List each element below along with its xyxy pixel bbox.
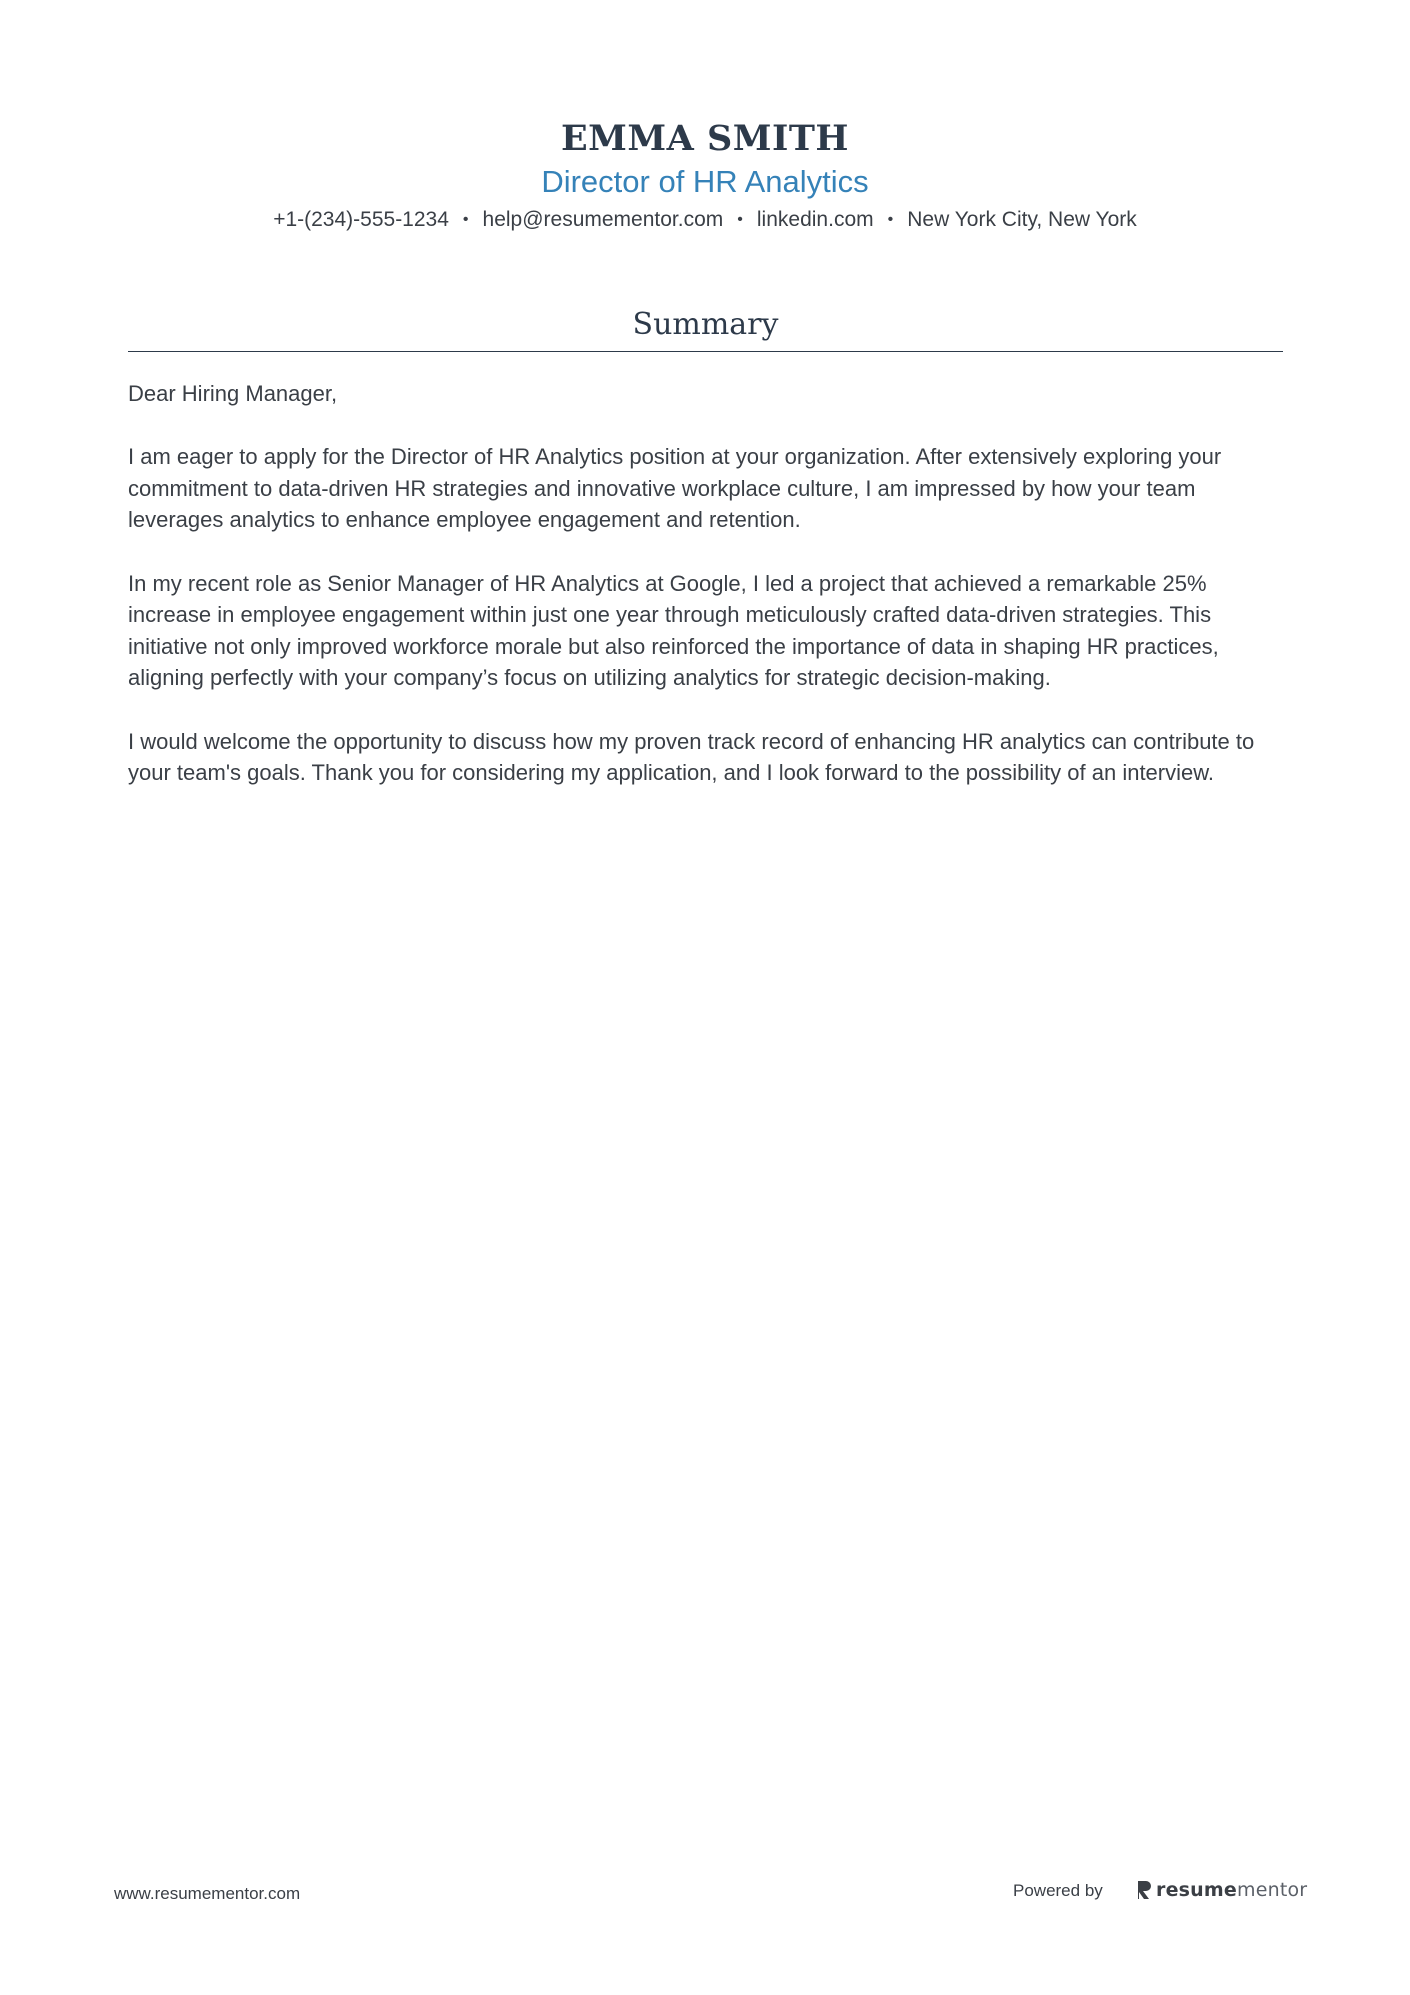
- brand-wordmark-bold: resume: [1156, 1879, 1237, 1901]
- footer-website-link[interactable]: www.resumementor.com: [114, 1884, 301, 1903]
- contact-location: New York City, New York: [907, 208, 1137, 231]
- contact-separator: •: [462, 211, 469, 228]
- resume-header: [0, 115, 1410, 238]
- candidate-name: EMMA SMITH: [560, 118, 849, 159]
- section-heading-summary: Summary: [632, 307, 779, 342]
- resumementor-brand-logo[interactable]: [1136, 1876, 1307, 1904]
- powered-by-label: Powered by: [1013, 1881, 1103, 1900]
- contact-linkedin[interactable]: linkedin.com: [756, 208, 874, 231]
- resumementor-logo-icon: [1136, 1879, 1152, 1901]
- contact-separator: •: [887, 211, 894, 228]
- letter-paragraph: In my recent role as Senior Manager of HR Analytics at Google, I led a project that achieved a remarkable 25% increase in employee engagement within just one year through meticulously crafted data-driven strategies. This initiative not only improved workforce morale but also reinforced the importance of data in shaping HR practices, aligning perfectly with your company’s focus on utilizing analytics for strategic decision-making.: [128, 570, 1219, 691]
- letter-greeting: Dear Hiring Manager,: [128, 381, 338, 406]
- cover-letter-body: [128, 378, 1288, 820]
- contact-line: [0, 202, 1410, 238]
- job-title: Director of HR Analytics: [541, 164, 869, 199]
- contact-email[interactable]: help@resumementor.com: [482, 208, 724, 231]
- brand-wordmark: [1156, 1879, 1307, 1901]
- contact-separator: •: [737, 211, 743, 228]
- letter-paragraph: I am eager to apply for the Director of HR Analytics position at your organization. After extensively exploring your commitment to data-driven HR strategies and innovative workplace culture, I am impressed by how your team leverages analytics to enhance employee engagement and retention.: [128, 444, 1222, 533]
- contact-phone: +1-(234)-555-1234: [273, 208, 449, 231]
- brand-wordmark-light: mentor: [1236, 1879, 1308, 1901]
- letter-paragraph: I would welcome the opportunity to discuss how my proven track record of enhancing HR analytics can contribute to your team's goals. Thank you for considering my application, and I look forward to the possibility of an interview.: [128, 728, 1255, 786]
- section-divider: [128, 351, 1283, 352]
